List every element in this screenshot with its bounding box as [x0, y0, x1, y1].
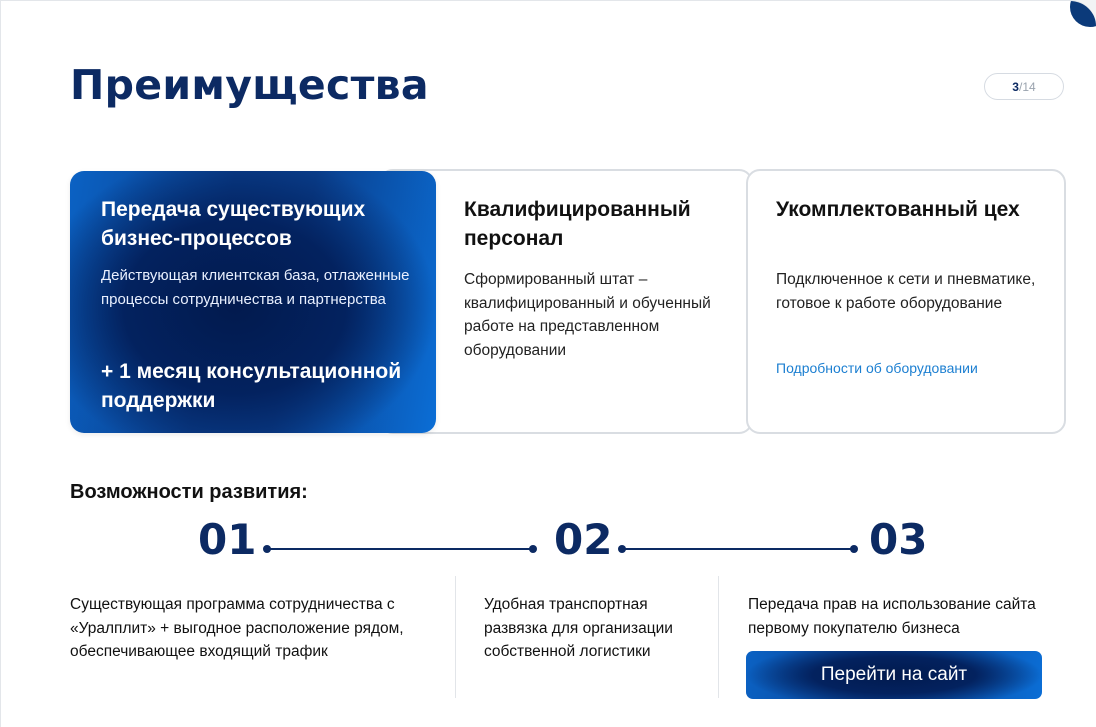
step-number-02: 02	[554, 515, 613, 564]
timeline-dot	[529, 545, 537, 553]
advantage-title: Укомплектованный цех	[776, 198, 1020, 221]
development-title: Возможности развития:	[70, 481, 308, 503]
slide-pager[interactable]	[984, 73, 1064, 100]
advantage-title: Передача существующих бизнес-процессов	[101, 198, 366, 250]
advantage-title: Квалифицированный персонал	[464, 198, 691, 250]
advantage-text: Сформированный штат – квалифицированный и обученный работе на представленном оборудовании	[464, 271, 711, 359]
column-divider	[455, 576, 456, 698]
timeline-dot	[850, 545, 858, 553]
advantage-card-business-processes	[70, 171, 436, 433]
advantage-bonus: + 1 месяц консультационной поддержки	[101, 360, 402, 412]
step-text-03: Передача прав на использование сайта первому покупателю бизнеса	[748, 596, 1036, 637]
pager-separator: /	[1018, 79, 1023, 94]
pager-total: 14	[1022, 79, 1036, 94]
pager-current: 3	[1012, 79, 1019, 94]
column-divider	[718, 576, 719, 698]
step-number-01: 01	[198, 515, 257, 564]
timeline-line	[267, 548, 533, 550]
advantage-text: Подключенное к сети и пневматике, готовое к работе оборудование	[776, 271, 1036, 312]
advantage-card-workshop	[746, 169, 1066, 434]
step-text-01: Существующая программа сотрудничества с «Уралплит» + выгодное расположение рядом, обеспечивающее входящий трафик	[70, 596, 404, 660]
go-to-site-button[interactable]: Перейти на сайт	[746, 651, 1042, 699]
equipment-details-link[interactable]: Подробности об оборудовании	[776, 360, 978, 376]
step-text-02: Удобная транспортная развязка для организации собственной логистики	[484, 596, 673, 660]
timeline-line	[622, 548, 854, 550]
corner-accent	[1070, 0, 1096, 27]
step-number-03: 03	[869, 515, 928, 564]
advantage-text: Действующая клиентская база, отлаженные процессы сотрудничества и партнерства	[101, 267, 410, 308]
page-title: Преимущества	[70, 61, 429, 109]
